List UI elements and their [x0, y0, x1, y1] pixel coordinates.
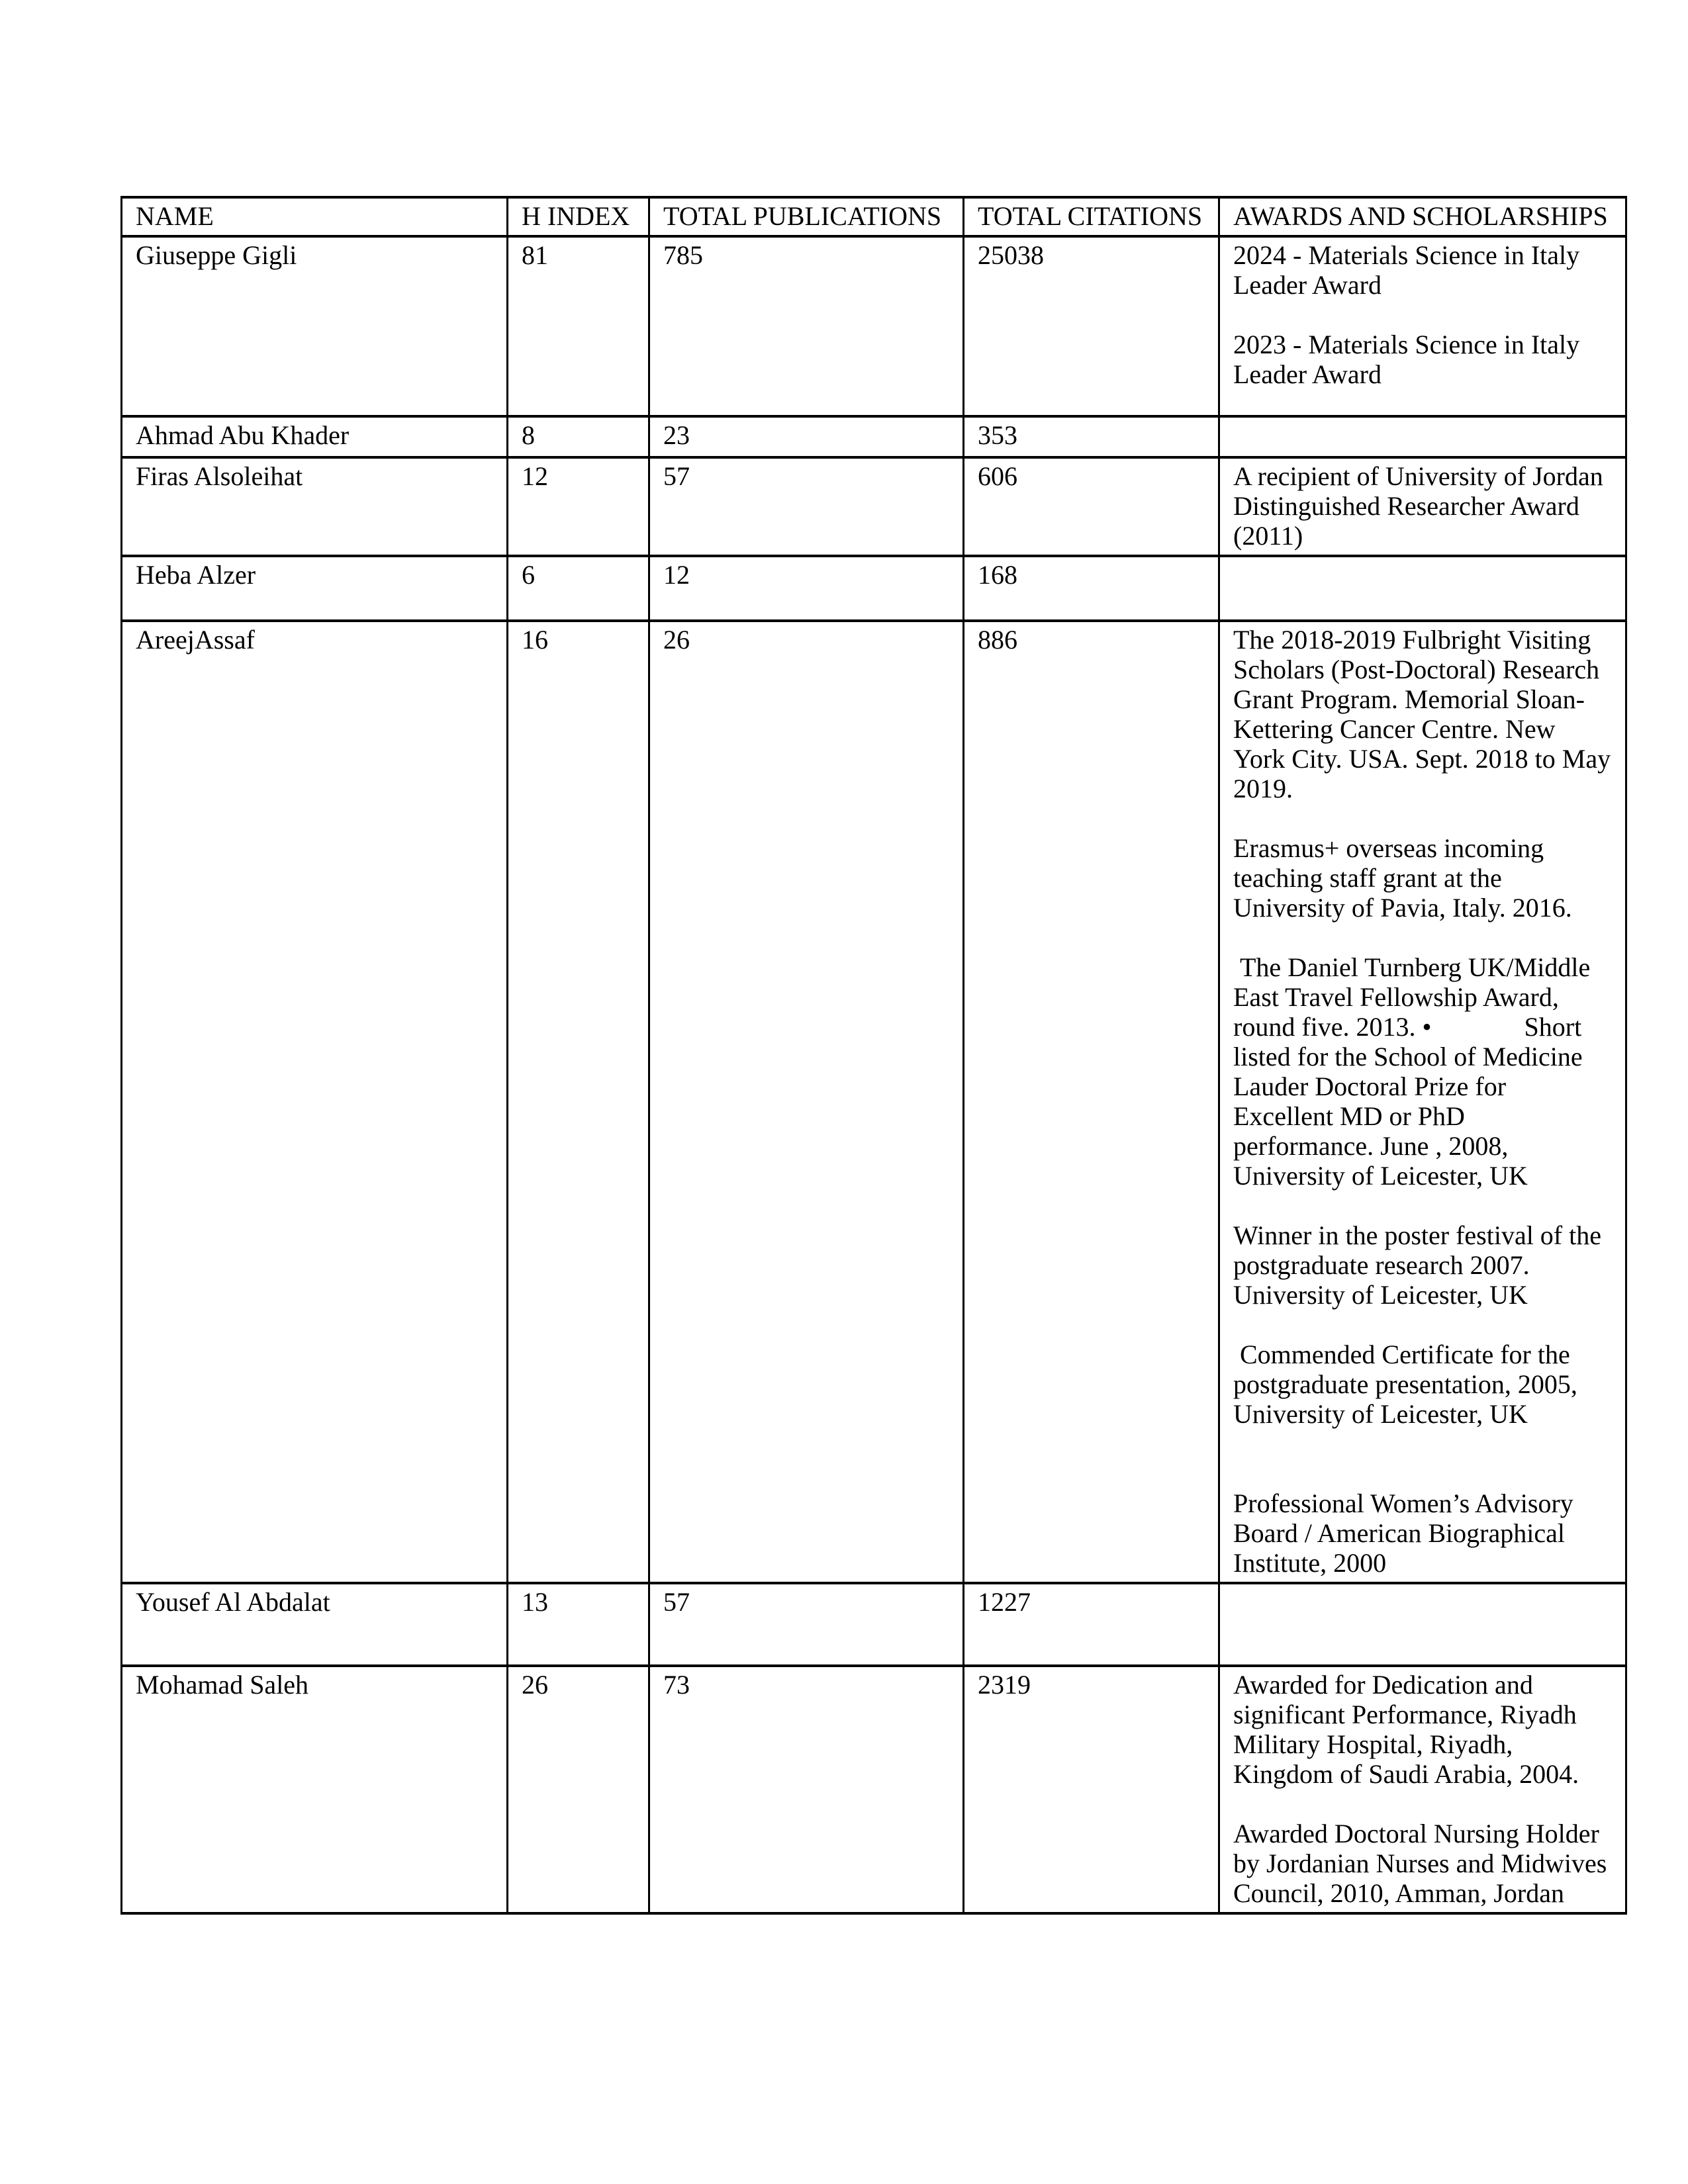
total-citations-cell: 886 — [964, 621, 1219, 1583]
table-row — [122, 457, 1626, 556]
table-row — [122, 1666, 1626, 1913]
table-row — [122, 1583, 1626, 1666]
total-publications-cell: 73 — [649, 1666, 964, 1913]
award-paragraph: The Daniel Turnberg UK/Middle East Travel Fellowship Award, round five. 2013. • Short listed for the School of Medicine Lauder Doctoral Prize for Excellent MD or PhD performance. June , 2008, University of Leicester, UK — [1233, 952, 1597, 1191]
table-row — [122, 621, 1626, 1583]
award-paragraph-spacer — [1233, 1310, 1612, 1340]
h-index-cell: 13 — [508, 1583, 649, 1666]
header-awards-and-scholarships: AWARDS AND SCHOLARSHIPS — [1219, 197, 1626, 236]
award-paragraph-spacer — [1233, 1789, 1612, 1819]
awards-cell — [1219, 1583, 1626, 1666]
total-publications-cell: 57 — [649, 457, 964, 556]
table-row — [122, 556, 1626, 621]
award-paragraph: Commended Certificate for the postgraduate presentation, 2005, University of Leicester, UK — [1233, 1340, 1584, 1429]
name-cell: Heba Alzer — [122, 556, 508, 621]
name-cell: AreejAssaf — [122, 621, 508, 1583]
h-index-cell: 26 — [508, 1666, 649, 1913]
total-citations-cell: 1227 — [964, 1583, 1219, 1666]
award-paragraph: The 2018-2019 Fulbright Visiting Scholars (Post-Doctoral) Research Grant Program. Memorial Sloan-Kettering Cancer Centre. New York City. USA. Sept. 2018 to May 2019. — [1233, 625, 1618, 803]
total-citations-cell: 606 — [964, 457, 1219, 556]
name-cell: Mohamad Saleh — [122, 1666, 508, 1913]
total-publications-cell: 57 — [649, 1583, 964, 1666]
total-citations-cell: 353 — [964, 416, 1219, 457]
h-index-cell: 8 — [508, 416, 649, 457]
award-paragraph: Winner in the poster festival of the postgraduate research 2007. University of Leicester, UK — [1233, 1220, 1608, 1310]
award-paragraph: Erasmus+ overseas incoming teaching staff grant at the University of Pavia, Italy. 2016. — [1233, 833, 1572, 923]
award-paragraph: 2024 - Materials Science in Italy Leader Award — [1233, 240, 1587, 300]
awards-cell — [1219, 556, 1626, 621]
table-row — [122, 416, 1626, 457]
name-cell: Giuseppe Gigli — [122, 236, 508, 416]
award-paragraph: 2023 - Materials Science in Italy Leader Award — [1233, 330, 1587, 389]
researchers-table — [120, 196, 1627, 1915]
award-paragraph-spacer — [1233, 300, 1612, 330]
award-paragraph: A recipient of University of Jordan Distinguished Researcher Award (2011) — [1233, 461, 1610, 551]
header-total-citations: TOTAL CITATIONS — [964, 197, 1219, 236]
name-cell: Firas Alsoleihat — [122, 457, 508, 556]
total-citations-cell: 2319 — [964, 1666, 1219, 1913]
table-body — [122, 236, 1626, 1913]
total-citations-cell: 168 — [964, 556, 1219, 621]
total-publications-cell: 26 — [649, 621, 964, 1583]
name-cell: Yousef Al Abdalat — [122, 1583, 508, 1666]
h-index-cell: 16 — [508, 621, 649, 1583]
award-paragraph-spacer — [1233, 1191, 1612, 1220]
awards-cell — [1219, 621, 1626, 1583]
award-paragraph-spacer — [1233, 803, 1612, 833]
award-paragraph: Professional Women’s Advisory Board / American Biographical Institute, 2000 — [1233, 1488, 1580, 1578]
header-total-publications: TOTAL PUBLICATIONS — [649, 197, 964, 236]
h-index-cell: 12 — [508, 457, 649, 556]
total-publications-cell: 785 — [649, 236, 964, 416]
table-header-row — [122, 197, 1626, 236]
award-paragraph: Awarded for Dedication and significant Performance, Riyadh Military Hospital, Riyadh, Kingdom of Saudi Arabia, 2004. — [1233, 1670, 1583, 1789]
awards-cell — [1219, 236, 1626, 416]
award-paragraph: Awarded Doctoral Nursing Holder by Jordanian Nurses and Midwives Council, 2010, Amman, Jordan — [1233, 1819, 1614, 1908]
total-citations-cell: 25038 — [964, 236, 1219, 416]
table-row — [122, 236, 1626, 416]
awards-cell — [1219, 416, 1626, 457]
awards-cell — [1219, 457, 1626, 556]
award-paragraph-spacer — [1233, 1459, 1612, 1488]
name-cell: Ahmad Abu Khader — [122, 416, 508, 457]
h-index-cell: 6 — [508, 556, 649, 621]
header-name: NAME — [122, 197, 508, 236]
header-h-index: H INDEX — [508, 197, 649, 236]
h-index-cell: 81 — [508, 236, 649, 416]
total-publications-cell: 23 — [649, 416, 964, 457]
award-paragraph-spacer — [1233, 923, 1612, 952]
award-paragraph-spacer — [1233, 1429, 1612, 1459]
awards-cell — [1219, 1666, 1626, 1913]
total-publications-cell: 12 — [649, 556, 964, 621]
